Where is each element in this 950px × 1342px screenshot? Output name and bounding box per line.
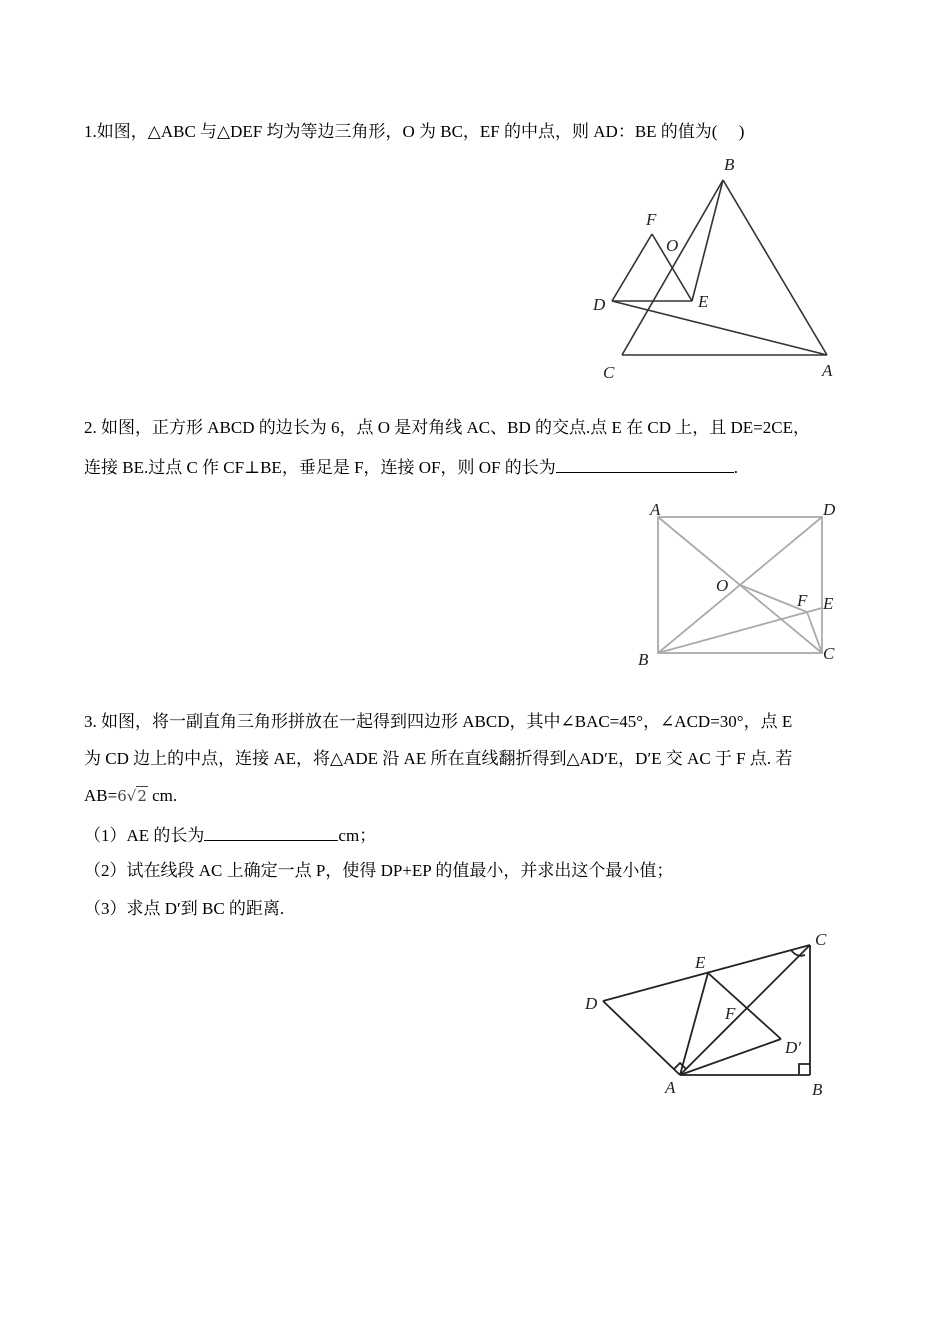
q3-seg-AE <box>680 973 708 1075</box>
q1-label-O: O <box>666 236 679 255</box>
q3-label-A: A <box>665 1078 676 1097</box>
q3-ab-value: 6√2 <box>117 787 147 805</box>
q2-label-D: D <box>823 500 836 519</box>
q3-part1 <box>84 824 376 846</box>
q1-label-B: B <box>724 155 735 174</box>
q1-label-A: A <box>822 361 833 380</box>
q1-label-C: C <box>603 363 615 382</box>
q3-seg-DA <box>603 1001 680 1075</box>
q2-label-A: A <box>650 500 661 519</box>
q3-label-B: B <box>812 1080 823 1099</box>
q3-label-F: F <box>725 1004 736 1023</box>
q3-ab-text: AB= <box>84 786 118 805</box>
q2-label-O: O <box>716 576 729 595</box>
q3-right-angle-A <box>674 1063 686 1069</box>
q1-label-D: D <box>593 295 606 314</box>
q2-line2-end: . <box>733 458 738 477</box>
q3-label-D: D <box>585 994 598 1013</box>
q2-seg-BE <box>658 608 822 653</box>
q2-line1: 2. 如图，正方形 ABCD 的边长为 6，点 O 是对角线 AC、BD 的交点.点 E 在 CD 上，且 DE=2CE， <box>84 418 810 437</box>
q2-label-B: B <box>638 650 649 669</box>
q1-seg-DA <box>612 301 827 355</box>
q2-line2 <box>84 456 738 478</box>
q3-ab-unit: cm. <box>152 786 178 805</box>
q2-label-F: F <box>797 591 808 610</box>
q3-ab-coef: 6 <box>117 787 127 805</box>
q2-label-E: E <box>823 594 834 613</box>
q1-figure <box>580 150 850 385</box>
q3-right-angle-B <box>799 1064 810 1075</box>
q1-seg-FD <box>612 234 652 301</box>
q3-part3: （3）求点 D′到 BC 的距离. <box>84 899 285 918</box>
q3-seg-AD' <box>680 1039 781 1075</box>
q3-label-C: C <box>815 930 827 949</box>
q2-line2-text: 连接 BE.过点 C 作 CF⊥BE，垂足是 F，连接 OF，则 OF 的长为 <box>84 458 556 477</box>
q3-part2: （2）试在线段 AC 上确定一点 P，使得 DP+EP 的值最小，并求出这个最小值； <box>84 861 674 880</box>
q2-label-C: C <box>823 644 835 663</box>
q3-label-Dprime: D′ <box>785 1038 801 1057</box>
q3-label-E: E <box>695 953 706 972</box>
q3-line3 <box>84 786 177 806</box>
q3-part1-answer-blank[interactable] <box>204 824 338 841</box>
q3-seg-ED' <box>708 973 781 1039</box>
q1-text: 1.如图，△ABC 与△DEF 均为等边三角形，O 为 BC，EF 的中点，则 AD：BE 的值为( ) <box>84 122 745 141</box>
q3-figure <box>575 925 840 1105</box>
q3-part1-text: （1）AE 的长为 <box>84 826 205 845</box>
q1-label-F: F <box>646 210 657 229</box>
q3-part1-unit: cm； <box>338 826 377 845</box>
q3-line2: 为 CD 边上的中点，连接 AE，将△ADE 沿 AE 所在直线翻折得到△AD′E，D′E 交 AC 于 F 点. 若 <box>84 749 793 768</box>
q3-ab-radicand: 2 <box>137 787 147 805</box>
q2-figure <box>630 495 850 675</box>
q3-line1: 3. 如图，将一副直角三角形拼放在一起得到四边形 ABCD，其中∠BAC=45°，∠ACD=30°，点 E <box>84 712 793 731</box>
q1-seg-EB <box>692 180 723 301</box>
q2-answer-blank[interactable] <box>556 456 734 473</box>
q1-seg-BA <box>723 180 827 355</box>
q3-seg-DC <box>603 945 810 1001</box>
q1-label-E: E <box>698 292 709 311</box>
